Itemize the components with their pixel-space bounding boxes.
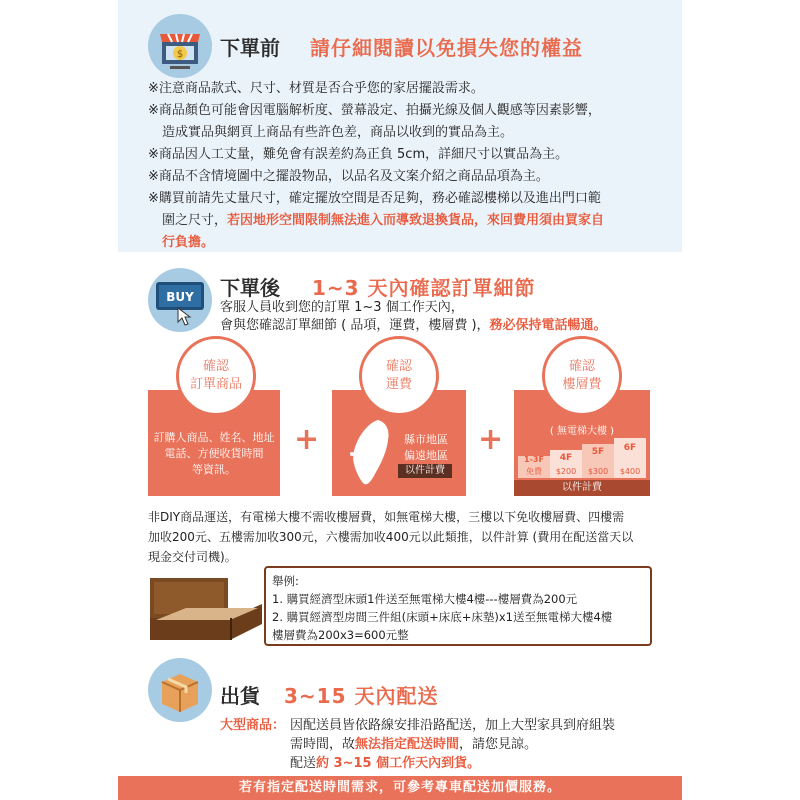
after-order-line2-warning: 務必保持電話暢通。 <box>489 318 607 333</box>
plus-sign: + <box>478 422 504 457</box>
fee-note-line: 現金交付司機)。 <box>148 550 237 564</box>
note-warning-cont: 行負擔。 <box>162 235 215 250</box>
footer-notice: 若有指定配送時間需求，可參考專車配送加價服務。 <box>118 776 682 800</box>
step-shipping-text <box>396 432 456 464</box>
shipping-line2-text: 需時間，故 <box>290 737 356 752</box>
before-order-title: 下單前 <box>220 36 280 60</box>
shop-icon <box>148 14 212 78</box>
bed-image <box>146 574 264 644</box>
shipping-line3 <box>290 752 480 771</box>
step-order-text <box>150 430 278 478</box>
floor-label: 4F <box>559 453 573 463</box>
floor-fee: 免費 <box>526 467 542 476</box>
buy-icon <box>148 268 212 332</box>
note-line: ※商品因人工丈量，難免會有誤差約為正負 5cm，詳細尺寸以實品為主。 <box>148 147 569 162</box>
note-line: ※購買前請先丈量尺寸，確定擺放空間是否足夠，務必確認樓梯以及進出門口範 <box>148 191 601 206</box>
step-order-text-line: 訂購人商品、姓名、地址 <box>153 431 275 444</box>
step-label: 確認 <box>568 359 595 374</box>
before-order-subtitle: 請仔細閱讀以免損失您的權益 <box>310 36 583 60</box>
before-order-icon-circle <box>148 14 212 78</box>
shipping-line2-text: ，請您見諒。 <box>459 737 538 752</box>
svg-text:$: $ <box>176 49 184 60</box>
taiwan-map-icon <box>346 418 398 488</box>
example-line: 樓層費為200x3=600元整 <box>272 628 409 642</box>
shipping-title: 出貨 <box>220 684 260 708</box>
box-icon <box>148 658 212 722</box>
region-label: 偏遠地區 <box>404 449 448 462</box>
step-label: 訂單商品 <box>189 377 242 392</box>
floor-fee: $300 <box>587 467 609 476</box>
floor-fee-note <box>148 507 668 567</box>
note-line <box>148 210 668 232</box>
shipping-line3-text: 配送 <box>290 756 317 771</box>
step-order-bubble <box>176 336 256 416</box>
shipping-line1: 因配送員皆依路線安排沿路配送，加上大型家具到府組裝 <box>290 718 616 733</box>
region-label: 縣市地區 <box>404 433 448 446</box>
floor-stairs-graphic <box>518 438 648 478</box>
floor-caption: ( 無電梯大樓 ) <box>549 426 615 437</box>
after-order-subtitle: 1~3 天內確認訂單細節 <box>312 276 536 300</box>
fee-note-line: 非DIY商品運送，有電梯大樓不需收樓層費，如無電梯大樓，三樓以下免收樓層費、四樓需 <box>148 510 625 524</box>
note-line: ※商品顏色可能會因電腦解析度、螢幕設定、拍攝光線及個人觀感等因素影響， <box>148 103 601 118</box>
step-label: 確認 <box>385 359 412 374</box>
fee-note-line: 加收200元、五樓需加收300元，六樓需加收400元以此類推，以件計算 (費用在配送當天以 <box>148 530 634 544</box>
step-floor-bubble <box>542 336 622 416</box>
floor-label: 6F <box>623 443 637 453</box>
shipping-subtitle: 3~15 天內配送 <box>284 684 439 708</box>
after-order-title: 下單後 <box>220 276 280 300</box>
step-label: 確認 <box>202 359 229 374</box>
note-line: 造成實品與網頁上商品有些許色差，商品以收到的實品為主。 <box>162 125 514 140</box>
example-box <box>264 566 652 646</box>
before-order-notes <box>148 78 668 254</box>
after-order-icon-circle <box>148 268 212 332</box>
floor-label: 1-3F <box>524 455 544 464</box>
shipping-label: 大型商品： <box>220 718 286 733</box>
floor-per-item-badge: 以件計費 <box>514 480 650 496</box>
shipping-line2-warning: 無法指定配送時間 <box>355 737 460 752</box>
per-item-badge: 以件計費 <box>398 464 452 478</box>
example-line: 2. 購買經濟型房間三件組(床頭+床底+床墊)x1送至無電梯大樓4樓 <box>272 610 613 624</box>
floor-fee: $400 <box>619 467 641 476</box>
note-line: ※注意商品款式、尺寸、材質是否合乎您的家居擺設需求。 <box>148 81 484 96</box>
buy-label: BUY <box>166 290 194 304</box>
step-order-text-line: 電話、方便收貨時間 <box>164 447 264 460</box>
floor-fee: $200 <box>555 467 577 476</box>
shipping-line3-warning: 約 3~15 個工作天內到貨。 <box>316 756 481 771</box>
note-text: 圍之尺寸， <box>162 213 228 228</box>
after-order-line2-text: 會與您確認訂單細節 ( 品項，運費，樓層費 )， <box>220 318 490 333</box>
example-title: 舉例: <box>272 574 299 588</box>
floor-label: 5F <box>591 447 605 457</box>
plus-sign: + <box>294 422 320 457</box>
step-shipping-bubble <box>359 336 439 416</box>
shipping-icon-circle <box>148 658 212 722</box>
shipping-line2 <box>290 733 537 752</box>
step-order-text-line: 等資訊。 <box>192 463 236 476</box>
after-order-line2 <box>220 314 607 333</box>
note-warning: 若因地形空間限制無法進入而導致退換貨品，來回費用須由買家自 <box>227 213 605 228</box>
note-line: ※商品不含情境圖中之擺設物品，以品名及文案介紹之商品品項為主。 <box>148 169 549 184</box>
step-label: 樓層費 <box>562 377 602 392</box>
after-order-line1: 客服人員收到您的訂單 1~3 個工作天內， <box>220 300 464 315</box>
example-line: 1. 購買經濟型床頭1件送至無電梯大樓4樓---樓層費為200元 <box>272 592 578 606</box>
step-label: 運費 <box>385 377 412 392</box>
